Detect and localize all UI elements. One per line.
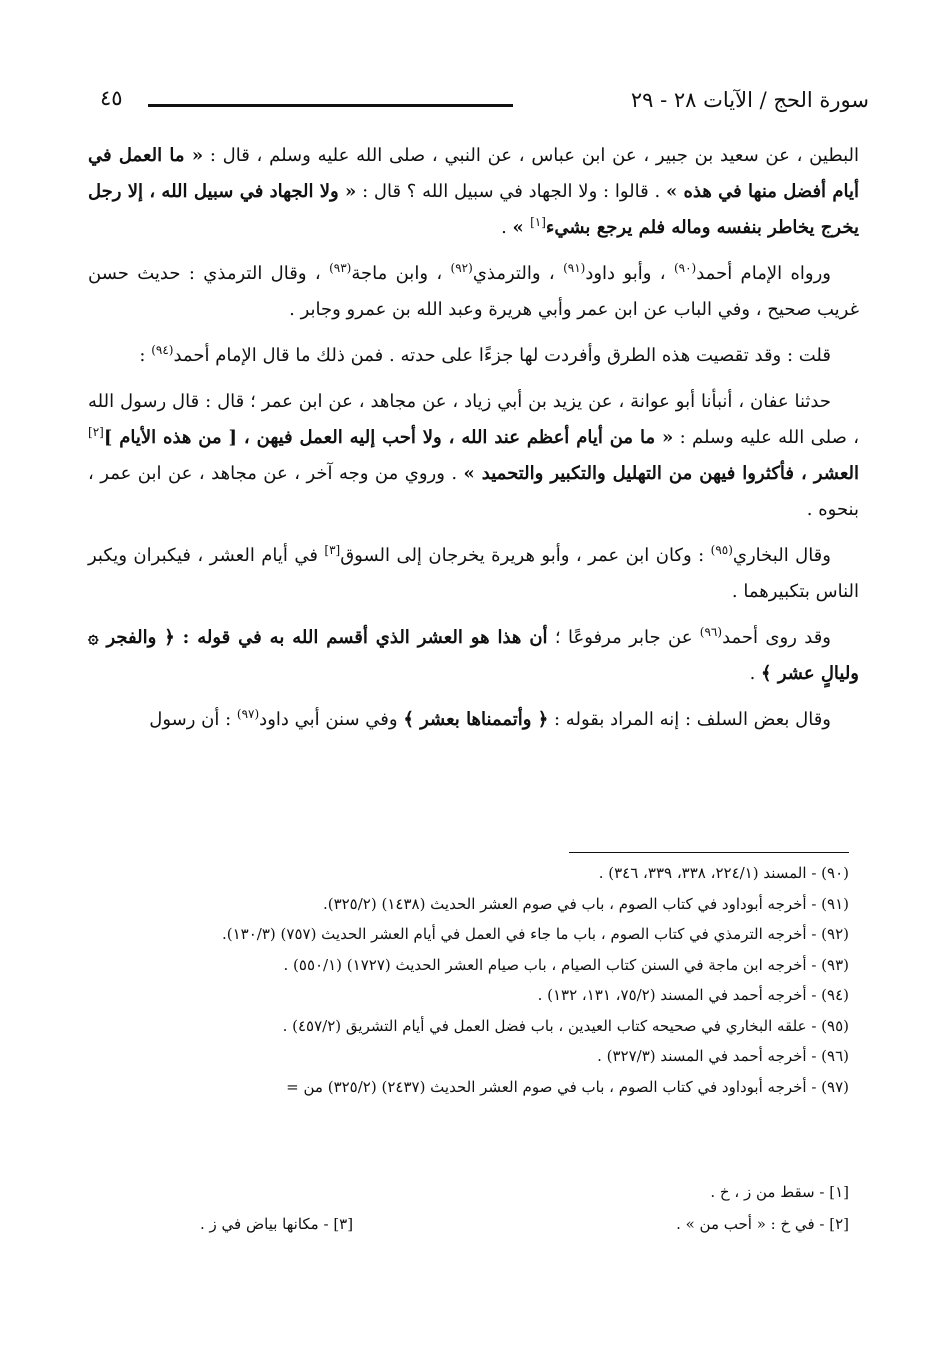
text: ورواه الإمام أحمد — [696, 263, 831, 284]
text: قلت : وقد تقصيت هذه الطرق وأفردت لها جزءًا على حدته . فمن ذلك ما قال الإمام أحمد — [173, 345, 831, 366]
footnote-item: (٩٤) - أخرجه أحمد في المسند (٧٥/٢، ١٣١، ١٣٢) . — [537, 986, 849, 1004]
hadith-quote: « ما العمل في أيام أفضل منها في هذه » — [88, 145, 859, 202]
note-ref: [١] — [530, 215, 546, 229]
text: وفي سنن أبي داود — [259, 709, 404, 730]
text: . — [749, 663, 762, 684]
text: . وروي من وجه آخر ، عن مجاهد ، عن ابن عمر ، بنحوه . — [88, 463, 859, 520]
footnote-ref: (٩٧) — [236, 707, 260, 721]
editor-note: [١] - سقط من ز ، خ . — [710, 1183, 849, 1201]
text: . قالوا : ولا الجهاد في سبيل الله ؟ قال : — [356, 181, 666, 202]
paragraph-6 — [88, 620, 859, 692]
hadith-quote: « ولا الجهاد في سبيل الله ، إلا رجل يخرج يخاطر بنفسه وماله فلم يرجع بشيء — [88, 181, 859, 238]
text: وقال البخاري — [732, 545, 831, 566]
text: . — [501, 217, 513, 238]
text: في أيام العشر ، فيكبران ويكبر الناس بتكبيرهما . — [88, 545, 859, 602]
running-title: سورة الحج / الآيات ٢٨ - ٢٩ — [630, 88, 869, 112]
footnote-divider — [569, 852, 849, 853]
note-ref: [٢] — [88, 425, 104, 439]
editor-note: [٢] - في خ : « أحب من » . — [676, 1215, 849, 1233]
text: البطين ، عن سعيد بن جبير ، عن ابن عباس ، عن النبي ، صلى الله عليه وسلم ، قال : — [203, 145, 859, 166]
text: : — [139, 345, 152, 366]
footnote-ref: (٩٣) — [329, 261, 352, 275]
hadith-quote-close: » — [512, 217, 531, 238]
text: وقد روى أحمد — [722, 627, 831, 648]
footnote-ref: (٩١) — [563, 261, 586, 275]
footnote-item: (٩٦) - أخرجه أحمد في المسند (٣٢٧/٣) . — [597, 1047, 849, 1065]
page-header — [100, 82, 869, 126]
text: عن جابر مرفوعًا ؛ — [547, 627, 700, 648]
text: : وكان ابن عمر ، وأبو هريرة يخرجان إلى السوق — [340, 545, 711, 566]
main-text — [88, 138, 859, 748]
paragraph-1 — [88, 138, 859, 246]
note-ref: [٣] — [324, 543, 341, 557]
footnote-ref: (٩٥) — [710, 543, 733, 557]
hadith-quote: « ما من أيام أعظم عند الله ، ولا أحب إليه العمل فيهن ، [ من هذه الأيام ] — [103, 427, 674, 448]
hadith-quote: العشر ، فأكثروا فيهن من التهليل والتكبير والتحميد » — [463, 463, 859, 484]
footnote-ref: (٩٤) — [151, 343, 174, 357]
text: ، وقال الترمذي : حديث حسن غريب صحيح ، وفي الباب عن ابن عمر وأبي هريرة وعبد الله بن عمرو وجابر . — [88, 263, 859, 320]
editor-notes — [200, 1176, 849, 1240]
footnotes — [88, 858, 849, 1102]
footnote-item: (٩٧) - أخرجه أبوداود في كتاب الصوم ، باب في صوم العشر الحديث (٢٤٣٧) (٣٢٥/٢) من = — [286, 1077, 849, 1096]
text: حدثنا عفان ، أنبأنا أبو عوانة ، عن يزيد بن أبي زياد ، عن مجاهد ، عن ابن عمر ؛ قال : قال رسول الله ، صلى الله عليه وسلم : — [88, 391, 860, 448]
text: ، وابن ماجة — [351, 263, 451, 284]
text: وقال بعض السلف : إنه المراد بقوله : — [548, 709, 831, 730]
paragraph-2 — [88, 256, 859, 328]
quran-verse: ﴿ وأتممناها بعشر ﴾ — [403, 709, 549, 730]
paragraph-7 — [88, 702, 859, 738]
paragraph-4 — [88, 384, 859, 528]
footnote-ref: (٩٦) — [699, 625, 723, 639]
footnote-ref: (٩٠) — [673, 261, 697, 275]
text: : أن رسول — [149, 709, 237, 730]
editor-note: [٣] - مكانها بياض في ز . — [200, 1215, 354, 1233]
footnote-item: (٩٣) - أخرجه ابن ماجة في السنن كتاب الصيام ، باب صيام العشر الحديث (١٧٢٧) (٥٥٠/١) . — [283, 955, 849, 974]
footnote-ref: (٩٢) — [450, 261, 473, 275]
text: ، وأبو داود — [585, 263, 674, 284]
paragraph-5 — [88, 538, 859, 610]
footnote-item: (٩١) - أخرجه أبوداود في كتاب الصوم ، باب في صوم العشر الحديث (١٤٣٨) (٣٢٥/٢). — [322, 894, 849, 913]
footnote-item: (٩٢) - أخرجه الترمذي في كتاب الصوم ، باب ما جاء في العمل في أيام العشر الحديث (٧٥٧) (١٣٠/٣). — [222, 925, 849, 943]
paragraph-3 — [88, 338, 859, 374]
note-row — [200, 1208, 849, 1240]
footnote-item: (٩٥) - علقه البخاري في صحيحه كتاب العيدين ، باب فضل العمل في أيام التشريق (٤٥٧/٢) . — [282, 1016, 849, 1035]
page-number: ٤٥ — [100, 86, 123, 110]
note-row — [200, 1176, 849, 1208]
header-rule — [148, 104, 513, 107]
quran-verse: أن هذا هو العشر الذي أقسم الله به في قوله : ﴿ والفجر ۞ وليالٍ عشر ﴾ — [88, 627, 859, 684]
text: ، والترمذي — [472, 263, 564, 284]
footnote-item: (٩٠) - المسند (٢٢٤/١، ٣٣٨، ٣٣٩، ٣٤٦) . — [598, 864, 849, 882]
